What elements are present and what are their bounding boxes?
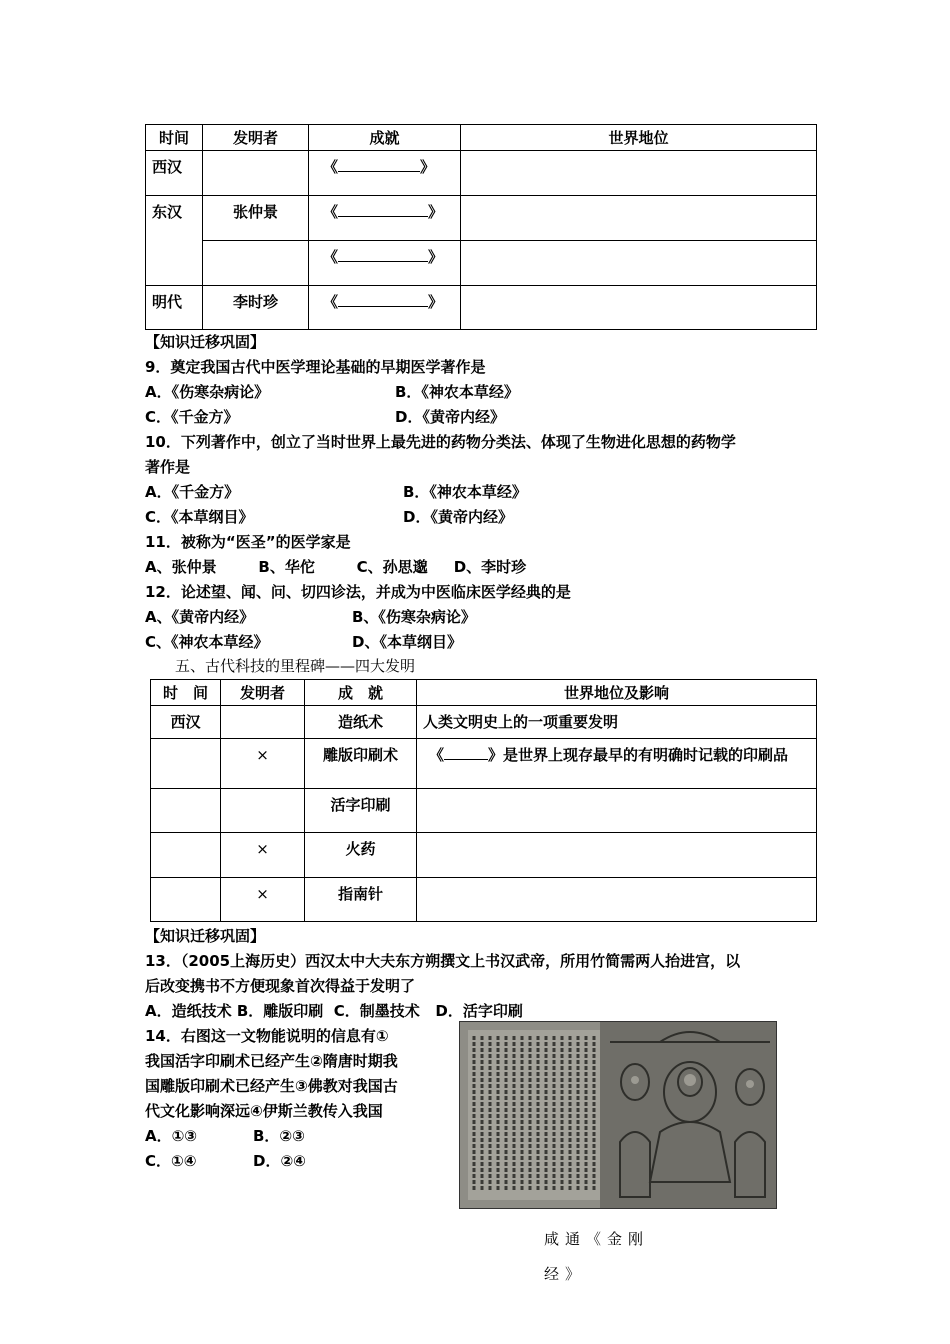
header-time: 时 间 — [151, 680, 221, 706]
cell-inventor: × — [221, 878, 305, 922]
q12-option-b: B、《伤寒杂病论》 — [352, 608, 476, 626]
cell-status — [461, 241, 817, 286]
q14-option-d: D．②④ — [253, 1152, 306, 1170]
diamond-sutra-image — [459, 1021, 777, 1209]
header-inventor: 发明者 — [203, 125, 309, 151]
cell-inventor: × — [221, 739, 305, 789]
book-open-mark: 《 — [323, 203, 339, 221]
cell-time — [151, 739, 221, 789]
blank-line — [338, 200, 428, 217]
q14-option-a: A．①③ — [145, 1127, 198, 1145]
q9-option-b: B．《神农本草经》 — [395, 383, 519, 401]
book-close-mark: 》 — [428, 248, 444, 266]
question-14-line: 我国活字印刷术已经产生②隋唐时期我 — [145, 1052, 398, 1070]
cell-impact — [417, 833, 817, 878]
header-time: 时间 — [146, 125, 203, 151]
cell-time: 西汉 — [151, 706, 221, 739]
cell-impact — [417, 878, 817, 922]
book-open-mark: 《 — [323, 248, 339, 266]
cell-status — [461, 196, 817, 241]
table-row — [151, 789, 817, 833]
cell-time: 东汉 — [146, 196, 203, 286]
book-open-mark: 《 — [323, 158, 339, 176]
image-caption-cont: 经》 — [544, 1265, 587, 1283]
q10-option-b: B．《神农本草经》 — [403, 483, 527, 501]
cell-impact — [417, 739, 817, 789]
q14-option-b: B．②③ — [253, 1127, 305, 1145]
table-row — [146, 196, 817, 241]
header-inventor: 发明者 — [221, 680, 305, 706]
section-title: 五、古代科技的里程碑——四大发明 — [175, 657, 416, 675]
q10-option-d: D．《黄帝内经》 — [403, 508, 513, 526]
section-heading: 【知识迁移巩固】 — [145, 927, 266, 945]
table-row — [146, 241, 817, 286]
question-12-stem: 12．论述望、闻、问、切四诊法，并成为中医临床医学经典的是 — [145, 583, 571, 601]
blank-line — [444, 743, 488, 760]
q11-options: A、张仲景 B、华佗 C、孙思邈 D、李时珍 — [145, 558, 527, 576]
cell-inventor — [203, 151, 309, 196]
book-close-mark: 》 — [428, 293, 444, 311]
cell-achievement: 火药 — [305, 833, 417, 878]
section-heading: 【知识迁移巩固】 — [145, 333, 266, 351]
question-10-stem-cont: 著作是 — [145, 458, 191, 476]
cell-achievement: 活字印刷 — [305, 789, 417, 833]
cell-achievement: 造纸术 — [305, 706, 417, 739]
cell-status — [461, 151, 817, 196]
question-13-stem: 13．（2005上海历史）西汉太中大夫东方朔撰文上书汉武帝，所用竹简需两人抬进宫，以 — [145, 952, 741, 970]
cell-work — [309, 286, 461, 330]
cell-time — [151, 878, 221, 922]
cell-time: 西汉 — [146, 151, 203, 196]
cell-inventor — [203, 241, 309, 286]
blank-line — [338, 245, 428, 262]
cell-impact — [417, 789, 817, 833]
impact-text: 》是世界上现存最早的有明确时记载的印刷品 — [488, 746, 789, 764]
question-10-stem: 10．下列著作中，创立了当时世界上最先进的药物分类法、体现了生物进化思想的药物学 — [145, 433, 736, 451]
question-11-stem: 11．被称为“医圣”的医学家是 — [145, 533, 351, 551]
q13-options: A．造纸技术 B．雕版印刷 C．制墨技术 D．活字印刷 — [145, 1002, 523, 1020]
q12-option-a: A、《黄帝内经》 — [145, 608, 255, 626]
q12-option-c: C、《神农本草经》 — [145, 633, 269, 651]
book-close-mark: 》 — [428, 203, 444, 221]
question-14-line: 14．右图这一文物能说明的信息有① — [145, 1027, 389, 1045]
table-row — [146, 151, 817, 196]
diamond-sutra-illustration — [460, 1022, 776, 1208]
cell-work — [309, 151, 461, 196]
cell-inventor: × — [221, 833, 305, 878]
cell-inventor: 李时珍 — [203, 286, 309, 330]
cell-status — [461, 286, 817, 330]
q14-option-c: C．①④ — [145, 1152, 197, 1170]
q12-option-d: D、《本草纲目》 — [352, 633, 462, 651]
table-row — [151, 878, 817, 922]
q9-option-a: A．《伤寒杂病论》 — [145, 383, 270, 401]
medicine-table — [145, 124, 817, 330]
table-row — [146, 286, 817, 330]
cell-time: 明代 — [146, 286, 203, 330]
cell-inventor — [221, 706, 305, 739]
header-achievement: 成就 — [309, 125, 461, 151]
header-achievement: 成 就 — [305, 680, 417, 706]
q9-option-d: D．《黄帝内经》 — [395, 408, 505, 426]
cell-work — [309, 196, 461, 241]
cell-inventor — [221, 789, 305, 833]
cell-achievement: 指南针 — [305, 878, 417, 922]
blank-line — [338, 290, 428, 307]
cell-achievement: 雕版印刷术 — [305, 739, 417, 789]
cell-impact: 人类文明史上的一项重要发明 — [417, 706, 817, 739]
table-row — [151, 706, 817, 739]
inventions-table — [150, 679, 817, 922]
header-impact: 世界地位及影响 — [417, 680, 817, 706]
book-open-mark: 《 — [323, 293, 339, 311]
question-13-stem-cont: 后改变携书不方便现象首次得益于发明了 — [145, 977, 416, 995]
q10-option-a: A．《千金方》 — [145, 483, 240, 501]
question-9-stem: 9．奠定我国古代中医学理论基础的早期医学著作是 — [145, 358, 486, 376]
cell-work — [309, 241, 461, 286]
table-row — [151, 833, 817, 878]
book-open-mark: 《 — [429, 746, 445, 764]
cell-time — [151, 833, 221, 878]
q9-option-c: C．《千金方》 — [145, 408, 239, 426]
q10-option-c: C．《本草纲目》 — [145, 508, 254, 526]
cell-inventor: 张仲景 — [203, 196, 309, 241]
book-close-mark: 》 — [420, 158, 436, 176]
blank-line — [338, 155, 420, 172]
question-14-line: 代文化影响深远④伊斯兰教传入我国 — [145, 1102, 383, 1120]
question-14-line: 国雕版印刷术已经产生③佛教对我国古 — [145, 1077, 398, 1095]
cell-time — [151, 789, 221, 833]
table-row — [151, 739, 817, 789]
image-caption: 咸通《金刚 — [544, 1230, 650, 1248]
header-status: 世界地位 — [461, 125, 817, 151]
